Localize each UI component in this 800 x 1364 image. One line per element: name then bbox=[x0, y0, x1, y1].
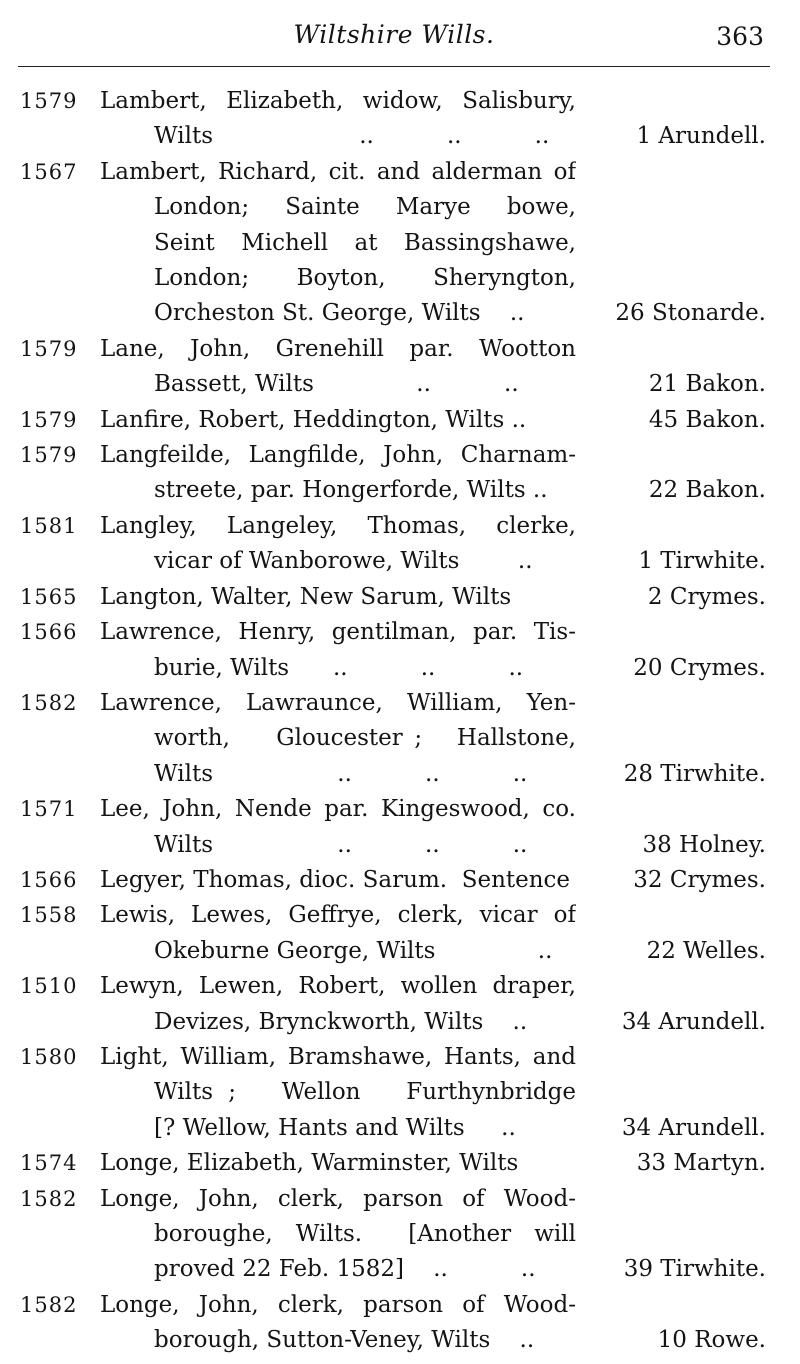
entry-line: Lawrence, Henry, gentilman, par. Tis- bbox=[100, 619, 576, 646]
will-entry bbox=[0, 792, 800, 863]
will-entry bbox=[0, 1182, 800, 1288]
entry-line: streete, par. Hongerforde, Wilts .. bbox=[154, 477, 548, 504]
entry-register-reference: 32 Crymes. bbox=[633, 866, 766, 893]
entry-line: Wilts .. .. .. bbox=[154, 123, 550, 150]
entry-year: 1582 bbox=[20, 690, 78, 715]
entry-line: worth, Gloucester ; Hallstone, bbox=[154, 725, 576, 752]
entry-line: Lawrence, Lawraunce, William, Yen- bbox=[100, 689, 576, 716]
entry-line: Longe, John, clerk, parson of Wood- bbox=[100, 1291, 576, 1318]
entry-year: 1558 bbox=[20, 903, 78, 928]
entry-line: Lambert, Richard, cit. and alderman of bbox=[100, 158, 576, 185]
entry-line: Langley, Langeley, Thomas, clerke, bbox=[100, 512, 576, 539]
entry-text bbox=[100, 898, 576, 969]
running-title: Wiltshire Wills. bbox=[293, 20, 495, 49]
entry-year: 1566 bbox=[20, 867, 78, 892]
will-entry bbox=[0, 863, 800, 898]
entry-line: London; Sainte Marye bowe, bbox=[154, 194, 576, 221]
entry-year: 1574 bbox=[20, 1151, 78, 1176]
entry-year: 1581 bbox=[20, 513, 78, 538]
entry-register-reference: 33 Martyn. bbox=[636, 1150, 766, 1177]
entry-text bbox=[100, 580, 576, 615]
entry-text bbox=[100, 332, 576, 403]
entry-line: Langfeilde, Langfilde, John, Charnam- bbox=[100, 442, 576, 469]
will-entry bbox=[0, 403, 800, 438]
entry-year: 1566 bbox=[20, 620, 78, 645]
entry-year: 1510 bbox=[20, 974, 78, 999]
entry-line: Legyer, Thomas, dioc. Sarum. Sentence bbox=[100, 866, 571, 893]
entry-register-reference: 2 Crymes. bbox=[647, 583, 766, 610]
will-entry bbox=[0, 1040, 800, 1146]
entry-line: Devizes, Brynckworth, Wilts .. bbox=[154, 1008, 528, 1035]
entry-register-reference: 1 Arundell. bbox=[636, 123, 766, 150]
entry-register-reference: 45 Bakon. bbox=[648, 406, 766, 433]
entry-text bbox=[100, 1040, 576, 1146]
will-entries-list bbox=[0, 84, 800, 1359]
will-entry bbox=[0, 1146, 800, 1181]
entry-line: Langton, Walter, New Sarum, Wilts bbox=[100, 583, 512, 610]
entry-text bbox=[100, 509, 576, 580]
entry-line: Orcheston St. George, Wilts .. bbox=[154, 300, 525, 327]
entry-register-reference: 34 Arundell. bbox=[621, 1008, 766, 1035]
entry-line: Longe, Elizabeth, Warminster, Wilts bbox=[100, 1150, 519, 1177]
entry-text bbox=[100, 1146, 576, 1181]
entry-line: Lewyn, Lewen, Robert, wollen draper, bbox=[100, 973, 576, 1000]
entry-text bbox=[100, 1288, 576, 1359]
entry-text bbox=[100, 615, 576, 686]
entry-line: boroughe, Wilts. [Another will bbox=[154, 1221, 576, 1247]
will-entry bbox=[0, 898, 800, 969]
entry-register-reference: 28 Tirwhite. bbox=[623, 760, 766, 787]
entry-register-reference: 21 Bakon. bbox=[648, 371, 766, 398]
entry-line: Lambert, Elizabeth, widow, Salisbury, bbox=[100, 88, 576, 114]
entry-line: Longe, John, clerk, parson of Wood- bbox=[100, 1185, 576, 1212]
entry-register-reference: 22 Welles. bbox=[646, 937, 766, 964]
entry-year: 1582 bbox=[20, 1292, 78, 1317]
entry-year: 1571 bbox=[20, 797, 78, 822]
entry-year: 1579 bbox=[20, 407, 78, 432]
entry-text bbox=[100, 792, 576, 863]
entry-line: Wilts .. .. .. bbox=[154, 831, 528, 858]
entry-text bbox=[100, 863, 576, 898]
page-number: 363 bbox=[716, 22, 764, 51]
entry-line: burie, Wilts .. .. .. bbox=[154, 654, 524, 681]
entry-line: Wilts ; Wellon Furthynbridge bbox=[154, 1079, 576, 1106]
will-entry bbox=[0, 332, 800, 403]
entry-register-reference: 22 Bakon. bbox=[648, 477, 766, 504]
entry-line: proved 22 Feb. 1582] .. .. bbox=[154, 1256, 536, 1283]
will-entry bbox=[0, 509, 800, 580]
will-entry bbox=[0, 84, 800, 155]
entry-text bbox=[100, 84, 576, 155]
entry-line: Seint Michell at Bassingshawe, bbox=[154, 229, 576, 256]
entry-year: 1582 bbox=[20, 1186, 78, 1211]
entry-year: 1579 bbox=[20, 443, 78, 468]
entry-register-reference: 10 Rowe. bbox=[657, 1327, 766, 1354]
entry-text bbox=[100, 403, 576, 438]
entry-register-reference: 20 Crymes. bbox=[633, 654, 766, 681]
will-entry bbox=[0, 438, 800, 509]
entry-line: Light, William, Bramshawe, Hants, and bbox=[100, 1043, 576, 1070]
will-entry bbox=[0, 1288, 800, 1359]
entry-text bbox=[100, 969, 576, 1040]
entry-register-reference: 34 Arundell. bbox=[621, 1114, 766, 1141]
entry-year: 1579 bbox=[20, 336, 78, 361]
header-rule bbox=[18, 66, 770, 67]
entry-text bbox=[100, 438, 576, 509]
entry-line: Bassett, Wilts .. .. bbox=[154, 371, 519, 398]
entry-line: Lee, John, Nende par. Kingeswood, co. bbox=[100, 796, 576, 823]
entry-register-reference: 39 Tirwhite. bbox=[623, 1256, 766, 1283]
will-entry bbox=[0, 969, 800, 1040]
entry-line: London; Boyton, Sheryngton, bbox=[154, 265, 576, 292]
will-entry bbox=[0, 155, 800, 332]
will-entry bbox=[0, 580, 800, 615]
entry-year: 1580 bbox=[20, 1044, 78, 1069]
entry-line: Lane, John, Grenehill par. Wootton bbox=[100, 335, 576, 362]
entry-year: 1565 bbox=[20, 584, 78, 609]
entry-register-reference: 26 Stonarde. bbox=[615, 300, 766, 327]
entry-text bbox=[100, 686, 576, 792]
will-entry bbox=[0, 686, 800, 792]
entry-text bbox=[100, 155, 576, 332]
will-entry bbox=[0, 615, 800, 686]
entry-register-reference: 1 Tirwhite. bbox=[638, 548, 766, 575]
page-header bbox=[18, 16, 770, 56]
entry-text bbox=[100, 1182, 576, 1288]
entry-line: [? Wellow, Hants and Wilts .. bbox=[154, 1114, 516, 1141]
entry-year: 1567 bbox=[20, 159, 78, 184]
entry-line: Lanfire, Robert, Heddington, Wilts .. bbox=[100, 406, 527, 433]
entry-line: Wilts .. .. .. bbox=[154, 760, 528, 787]
entry-line: Lewis, Lewes, Geffrye, clerk, vicar of bbox=[100, 902, 576, 929]
entry-year: 1579 bbox=[20, 89, 78, 113]
entry-line: vicar of Wanborowe, Wilts .. bbox=[154, 548, 533, 575]
entry-register-reference: 38 Holney. bbox=[642, 831, 766, 858]
entry-line: Okeburne George, Wilts .. bbox=[154, 937, 553, 964]
entry-line: borough, Sutton-Veney, Wilts .. bbox=[154, 1327, 535, 1354]
